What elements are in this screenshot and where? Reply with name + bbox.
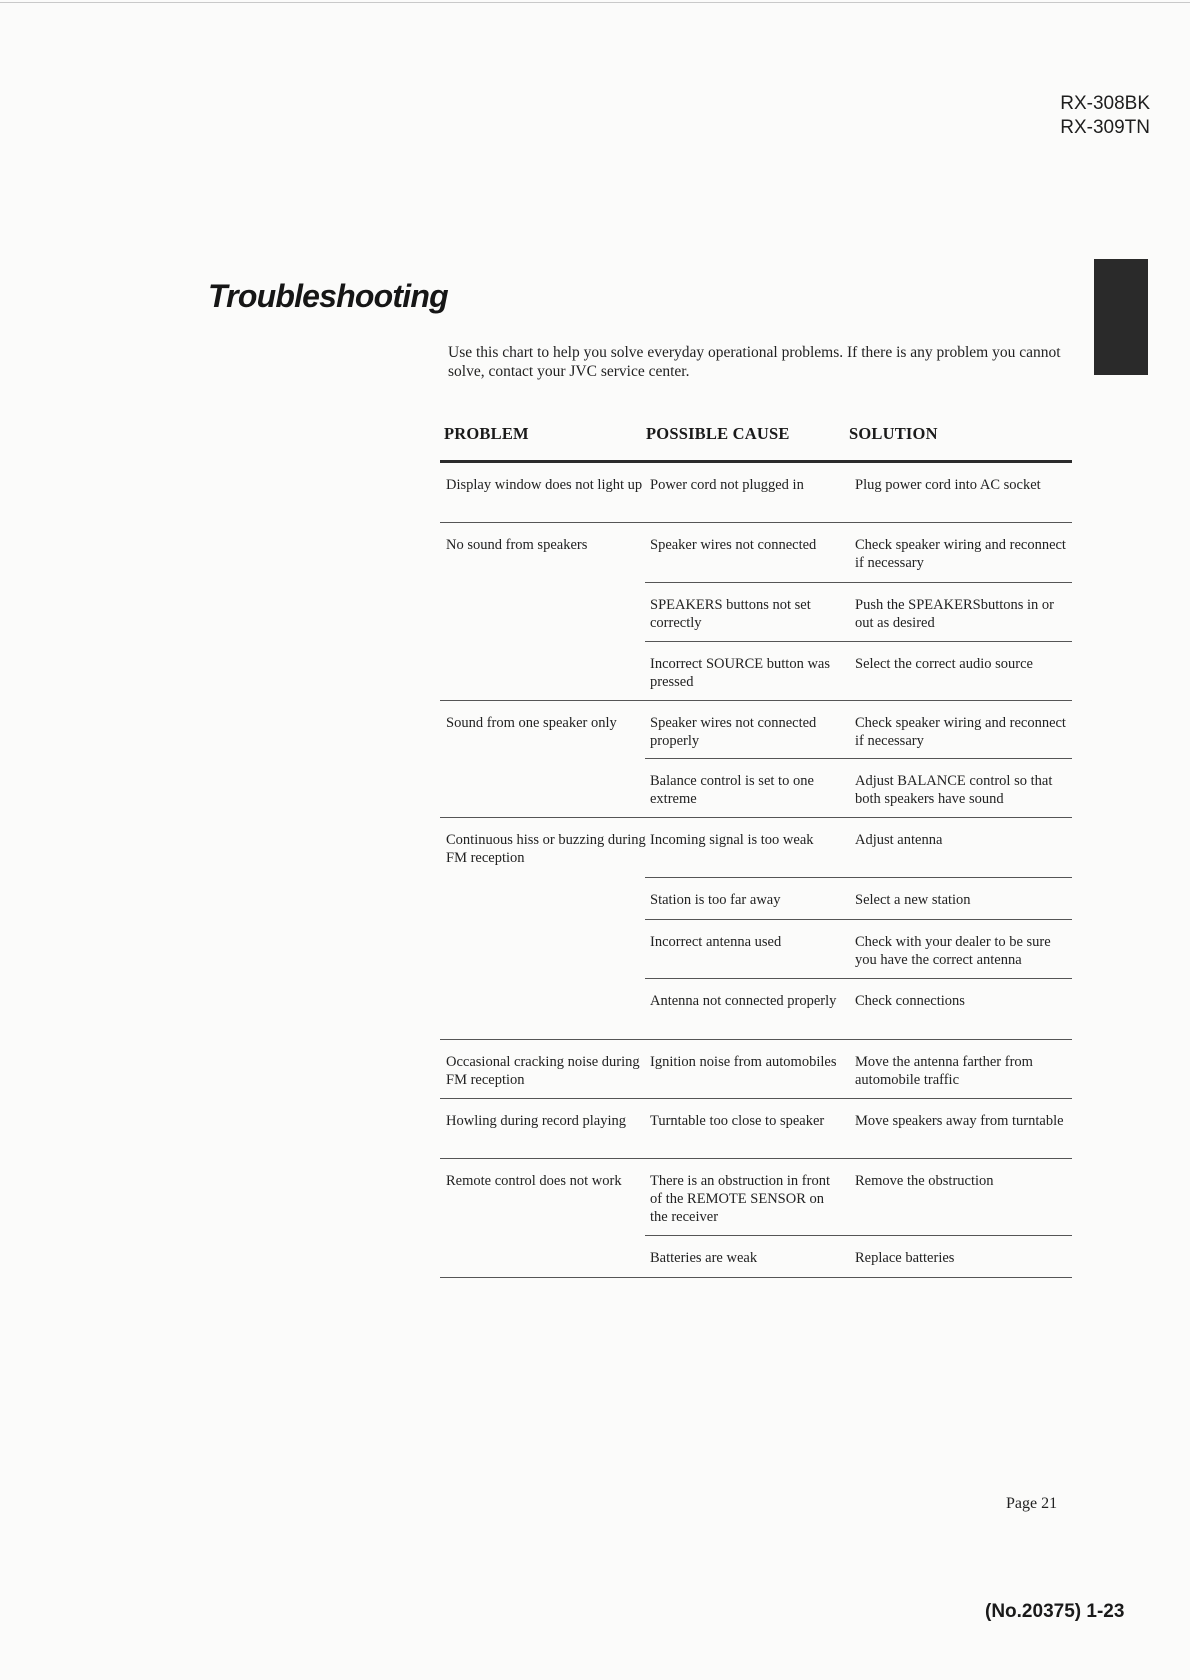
solution-cell: Remove the obstruction	[855, 1173, 994, 1189]
solution-cell: Move speakers away from turntable	[855, 1113, 1064, 1129]
table-row	[440, 463, 1072, 523]
section-tab	[1094, 259, 1148, 375]
cause-cell: Incorrect antenna used	[650, 934, 782, 950]
solution-cell: Select a new station	[855, 892, 971, 908]
model-number: RX-309TN	[1060, 117, 1150, 138]
table-row	[440, 979, 1072, 1040]
solution-cell: Move the antenna farther from automobile traffic	[855, 1054, 1033, 1088]
table-row	[440, 523, 1072, 583]
cause-cell: Speaker wires not connected properly	[650, 715, 817, 749]
table-row	[440, 1040, 1072, 1099]
cause-cell: Batteries are weak	[650, 1250, 758, 1266]
model-number: RX-308BK	[1060, 93, 1150, 114]
cause-cell: There is an obstruction in front of the REMOTE SENSOR on the receiver	[650, 1173, 830, 1225]
table-row	[440, 1236, 1072, 1278]
cause-cell: Turntable too close to speaker	[650, 1113, 825, 1129]
column-header-problem: PROBLEM	[444, 424, 529, 443]
top-rule	[0, 2, 1190, 3]
page-number: Page 21	[1006, 1495, 1058, 1512]
problem-cell: Continuous hiss or buzzing during FM reception	[446, 832, 646, 866]
cause-cell: Speaker wires not connected	[650, 537, 817, 553]
solution-cell: Check speaker wiring and reconnect if necessary	[855, 537, 1066, 571]
table-row	[440, 1099, 1072, 1159]
solution-cell: Check speaker wiring and reconnect if necessary	[855, 715, 1066, 749]
intro-paragraph: Use this chart to help you solve everyday operational problems. If there is any problem you cannot solve, contact your JVC service center.	[448, 344, 1061, 380]
table-row	[440, 818, 1072, 878]
problem-cell: Display window does not light up	[446, 477, 643, 493]
cause-cell: Station is too far away	[650, 892, 781, 908]
problem-cell: Sound from one speaker only	[446, 715, 617, 731]
solution-cell: Replace batteries	[855, 1250, 955, 1266]
table-row	[440, 920, 1072, 979]
model-numbers	[1060, 92, 1150, 140]
document-number: (No.20375) 1-23	[985, 1601, 1125, 1622]
table-row	[440, 1159, 1072, 1236]
troubleshooting-table	[440, 420, 1072, 1278]
cause-cell: Antenna not connected properly	[650, 993, 837, 1009]
page-title: Troubleshooting	[208, 278, 448, 314]
solution-cell: Adjust BALANCE control so that both speakers have sound	[855, 773, 1053, 807]
column-header-cause: POSSIBLE CAUSE	[646, 424, 790, 443]
cause-cell: Balance control is set to one extreme	[650, 773, 814, 807]
cause-cell: Incoming signal is too weak	[650, 832, 814, 848]
table-row	[440, 583, 1072, 642]
solution-cell: Select the correct audio source	[855, 656, 1033, 672]
table-row	[440, 759, 1072, 818]
solution-cell: Check connections	[855, 993, 965, 1009]
problem-cell: Howling during record playing	[446, 1113, 627, 1129]
solution-cell: Plug power cord into AC socket	[855, 477, 1041, 493]
cause-cell: Power cord not plugged in	[650, 477, 804, 493]
column-header-solution: SOLUTION	[849, 424, 938, 443]
solution-cell: Check with your dealer to be sure you have the correct antenna	[855, 934, 1051, 968]
table-row	[440, 642, 1072, 701]
cause-cell: Ignition noise from automobiles	[650, 1054, 837, 1070]
solution-cell: Adjust antenna	[855, 832, 943, 848]
cause-cell: SPEAKERS buttons not set correctly	[650, 597, 811, 631]
problem-cell: Remote control does not work	[446, 1173, 622, 1189]
table-header	[440, 420, 1072, 463]
problem-cell: No sound from speakers	[446, 537, 588, 553]
table-row	[440, 701, 1072, 759]
table-row	[440, 878, 1072, 920]
cause-cell: Incorrect SOURCE button was pressed	[650, 656, 831, 690]
problem-cell: Occasional cracking noise during FM reception	[446, 1054, 640, 1088]
solution-cell: Push the SPEAKERSbuttons in or out as desired	[855, 597, 1054, 631]
